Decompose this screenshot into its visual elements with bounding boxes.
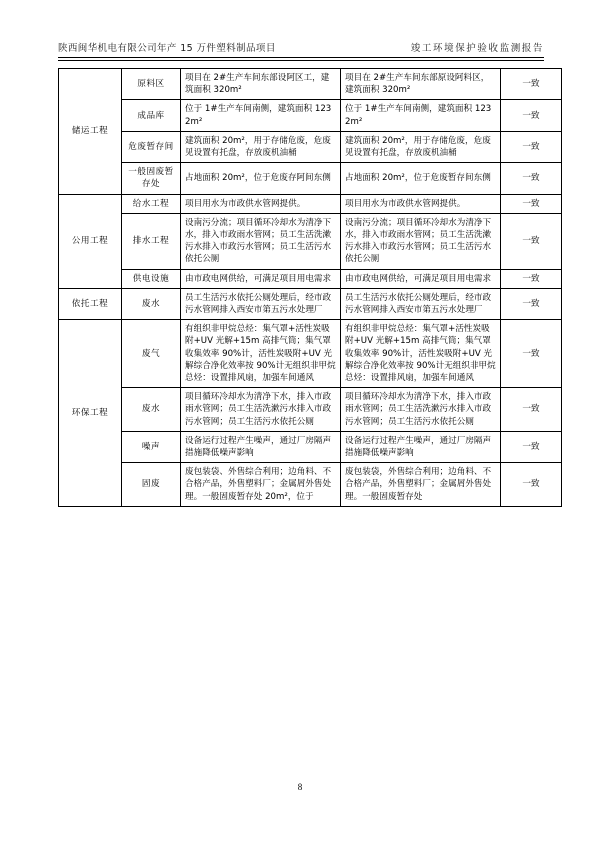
header-divider-bottom <box>58 60 544 61</box>
item-name-cell: 废气 <box>122 320 181 388</box>
status-cell: 一致 <box>501 320 562 388</box>
status-cell: 一致 <box>501 163 562 194</box>
design-content-cell: 建筑面积 20m²，用于存储危废，危废见设置有托盘，存放废机油桶 <box>181 131 341 162</box>
design-content-cell: 有组织非甲烷总烃：集气罩+活性炭吸附+UV 光解+15m 高排气筒；集气罩收集效率 90%计，活性炭吸附+UV 光解综合净化效率按 90%计无组织非甲烷总烃：设置排风扇，加强车间通风 <box>181 320 341 388</box>
item-name-cell: 给水工程 <box>122 194 181 213</box>
design-content-cell: 项目循环冷却水为清净下水，排入市政雨水管网；员工生活洗漱污水排入市政污水管网；员工生活污水依托公厕 <box>181 388 341 432</box>
table-row <box>59 463 562 507</box>
status-cell: 一致 <box>501 194 562 213</box>
status-cell: 一致 <box>501 131 562 162</box>
actual-content-cell: 废包装袋，外售综合利用；边角料、不合格产品，外售塑料厂；金属屑外售处理。一般固废暂存处 <box>341 463 501 507</box>
actual-content-cell: 建筑面积 20m²，用于存储危废，危废见设置有托盘，存放废机油桶 <box>341 131 501 162</box>
item-name-cell: 成品库 <box>122 100 181 131</box>
item-name-cell: 一般固废暂存处 <box>122 163 181 194</box>
actual-content-cell: 项目循环冷却水为清净下水，排入市政雨水管网；员工生活洗漱污水排入市政污水管网；员工生活污水依托公厕 <box>341 388 501 432</box>
design-content-cell: 占地面积 20m²，位于危废存阿间东侧 <box>181 163 341 194</box>
table-row <box>59 288 562 319</box>
actual-content-cell: 员工生活污水依托公厕处理后，经市政污水管网排入西安市第五污水处理厂 <box>341 288 501 319</box>
status-cell: 一致 <box>501 269 562 288</box>
item-name-cell: 废水 <box>122 388 181 432</box>
status-cell: 一致 <box>501 463 562 507</box>
category-cell-environment: 环保工程 <box>59 320 122 507</box>
item-name-cell: 废水 <box>122 288 181 319</box>
table-row <box>59 69 562 100</box>
design-content-cell: 项目用水为市政供水管网提供。 <box>181 194 341 213</box>
status-cell: 一致 <box>501 213 562 269</box>
status-cell: 一致 <box>501 431 562 462</box>
status-cell: 一致 <box>501 69 562 100</box>
design-content-cell: 项目在 2#生产车间东部设阿区工，建筑面积 320m² <box>181 69 341 100</box>
item-name-cell: 供电设施 <box>122 269 181 288</box>
category-cell-storage: 储运工程 <box>59 69 122 195</box>
category-cell-reliance: 依托工程 <box>59 288 122 319</box>
status-cell: 一致 <box>501 288 562 319</box>
header-project-title: 陕西闽华机电有限公司年产 15 万件塑料制品项目 <box>58 43 276 54</box>
actual-content-cell: 有组织非甲烷总烃：集气罩+活性炭吸附+UV 光解+15m 高排气筒；集气罩收集效率 90%计，活性炭吸附+UV 光解综合净化效率按 90%计无组织非甲烷总烃：设置排风扇，加强车间通风 <box>341 320 501 388</box>
design-content-cell: 员工生活污水依托公厕处理后，经市政污水管网排入西安市第五污水处理厂 <box>181 288 341 319</box>
table-body <box>59 69 562 507</box>
actual-content-cell: 由市政电网供给，可满足项目用电需求 <box>341 269 501 288</box>
actual-content-cell: 项目在 2#生产车间东部原设阿料区，建筑面积 320m² <box>341 69 501 100</box>
page-number: 8 <box>297 782 303 792</box>
actual-content-cell: 项目用水为市政供水管网提供。 <box>341 194 501 213</box>
header-report-title: 竣工环境保护验收监测报告 <box>410 43 544 54</box>
page-header <box>58 40 544 54</box>
actual-content-cell: 占地面积 20m²，位于危废暂存间东侧 <box>341 163 501 194</box>
header-divider-top <box>58 57 544 58</box>
table-row <box>59 213 562 269</box>
table-row <box>59 269 562 288</box>
status-cell: 一致 <box>501 388 562 432</box>
design-content-cell: 位于 1#生产车间南侧，建筑面积 1232m² <box>181 100 341 131</box>
table-row <box>59 388 562 432</box>
table-row <box>59 194 562 213</box>
design-content-cell: 设备运行过程产生噪声，通过厂房隔声措施降低噪声影响 <box>181 431 341 462</box>
item-name-cell: 噪声 <box>122 431 181 462</box>
table-row <box>59 131 562 162</box>
item-name-cell: 固废 <box>122 463 181 507</box>
actual-content-cell: 设南污分流；项目循环冷却水为清净下水，排入市政雨水管网；员工生活洗漱污水排入市政污水管网；员工生活污水依托公厕 <box>341 213 501 269</box>
actual-content-cell: 设备运行过程产生噪声，通过厂房隔声措施降低噪声影响 <box>341 431 501 462</box>
actual-content-cell: 位于 1#生产车间南侧，建筑面积 1232m² <box>341 100 501 131</box>
item-name-cell: 原料区 <box>122 69 181 100</box>
table-row <box>59 431 562 462</box>
category-cell-utility: 公用工程 <box>59 194 122 288</box>
design-content-cell: 设南污分流；项目循环冷却水为清净下水，排入市政雨水管网；员工生活洗漱污水排入市政污水管网；员工生活污水依托公厕 <box>181 213 341 269</box>
status-cell: 一致 <box>501 100 562 131</box>
table-row <box>59 163 562 194</box>
table-row <box>59 100 562 131</box>
comparison-table <box>58 68 562 507</box>
design-content-cell: 由市政电网供给，可满足项目用电需求 <box>181 269 341 288</box>
design-content-cell: 废包装袋、外售综合利用；边角料、不合格产品，外售塑料厂；金属屑外售处理。一般固废暂存处 20m²，位于 <box>181 463 341 507</box>
table-row <box>59 320 562 388</box>
item-name-cell: 危废暂存间 <box>122 131 181 162</box>
item-name-cell: 排水工程 <box>122 213 181 269</box>
